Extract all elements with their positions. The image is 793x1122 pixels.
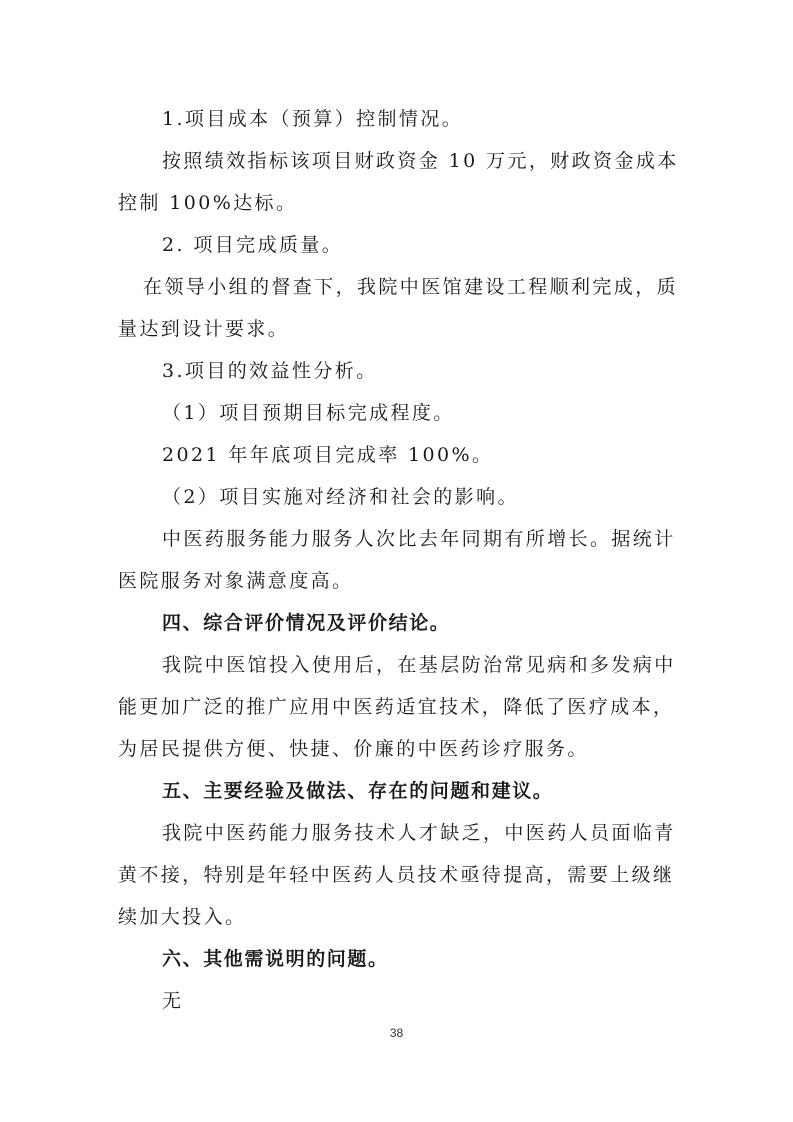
page-number: 38 [389,1026,404,1040]
body-line: 我院中医药能力服务技术人才缺乏，中医药人员面临青 [162,822,676,844]
body-line: 2021 年年底项目完成率 100%。 [162,444,494,466]
body-line: 能更加广泛的推广应用中医药适宜技术，降低了医疗成本， [118,696,675,718]
body-line: 控制 100%达标。 [118,192,298,214]
subsection-heading: （2）项目实施对经济和社会的影响。 [162,486,519,508]
body-line: 在领导小组的督查下，我院中医馆建设工程顺利完成，质 [143,276,679,298]
body-line: 黄不接，特别是年轻中医药人员技术亟待提高，需要上级继 [118,864,675,886]
cost-control-heading: 1.项目成本（预算）控制情况。 [162,108,464,130]
body-line: 我院中医馆投入使用后，在基层防治常见病和多发病中 [162,654,676,676]
body-line: 为居民提供方便、快捷、价廉的中医药诊疗服务。 [118,738,589,760]
section-heading-6: 六、其他需说明的问题。 [162,948,389,970]
body-line: 中医药服务能力服务人次比去年同期有所增长。据统计 [162,528,676,550]
body-line: 无 [162,990,184,1012]
subsection-heading: （1）项目预期目标完成程度。 [162,402,455,424]
quality-heading: 2. 项目完成质量。 [162,234,344,256]
body-line: 量达到设计要求。 [118,318,290,340]
section-heading-4: 四、综合评价情况及评价结论。 [162,612,451,634]
body-line: 续加大投入。 [118,906,247,928]
body-line: 按照绩效指标该项目财政资金 10 万元，财政资金成本 [162,150,679,172]
section-heading-5: 五、主要经验及做法、存在的问题和建议。 [162,780,554,802]
body-line: 医院服务对象满意度高。 [118,570,354,592]
benefit-heading: 3.项目的效益性分析。 [162,360,378,382]
